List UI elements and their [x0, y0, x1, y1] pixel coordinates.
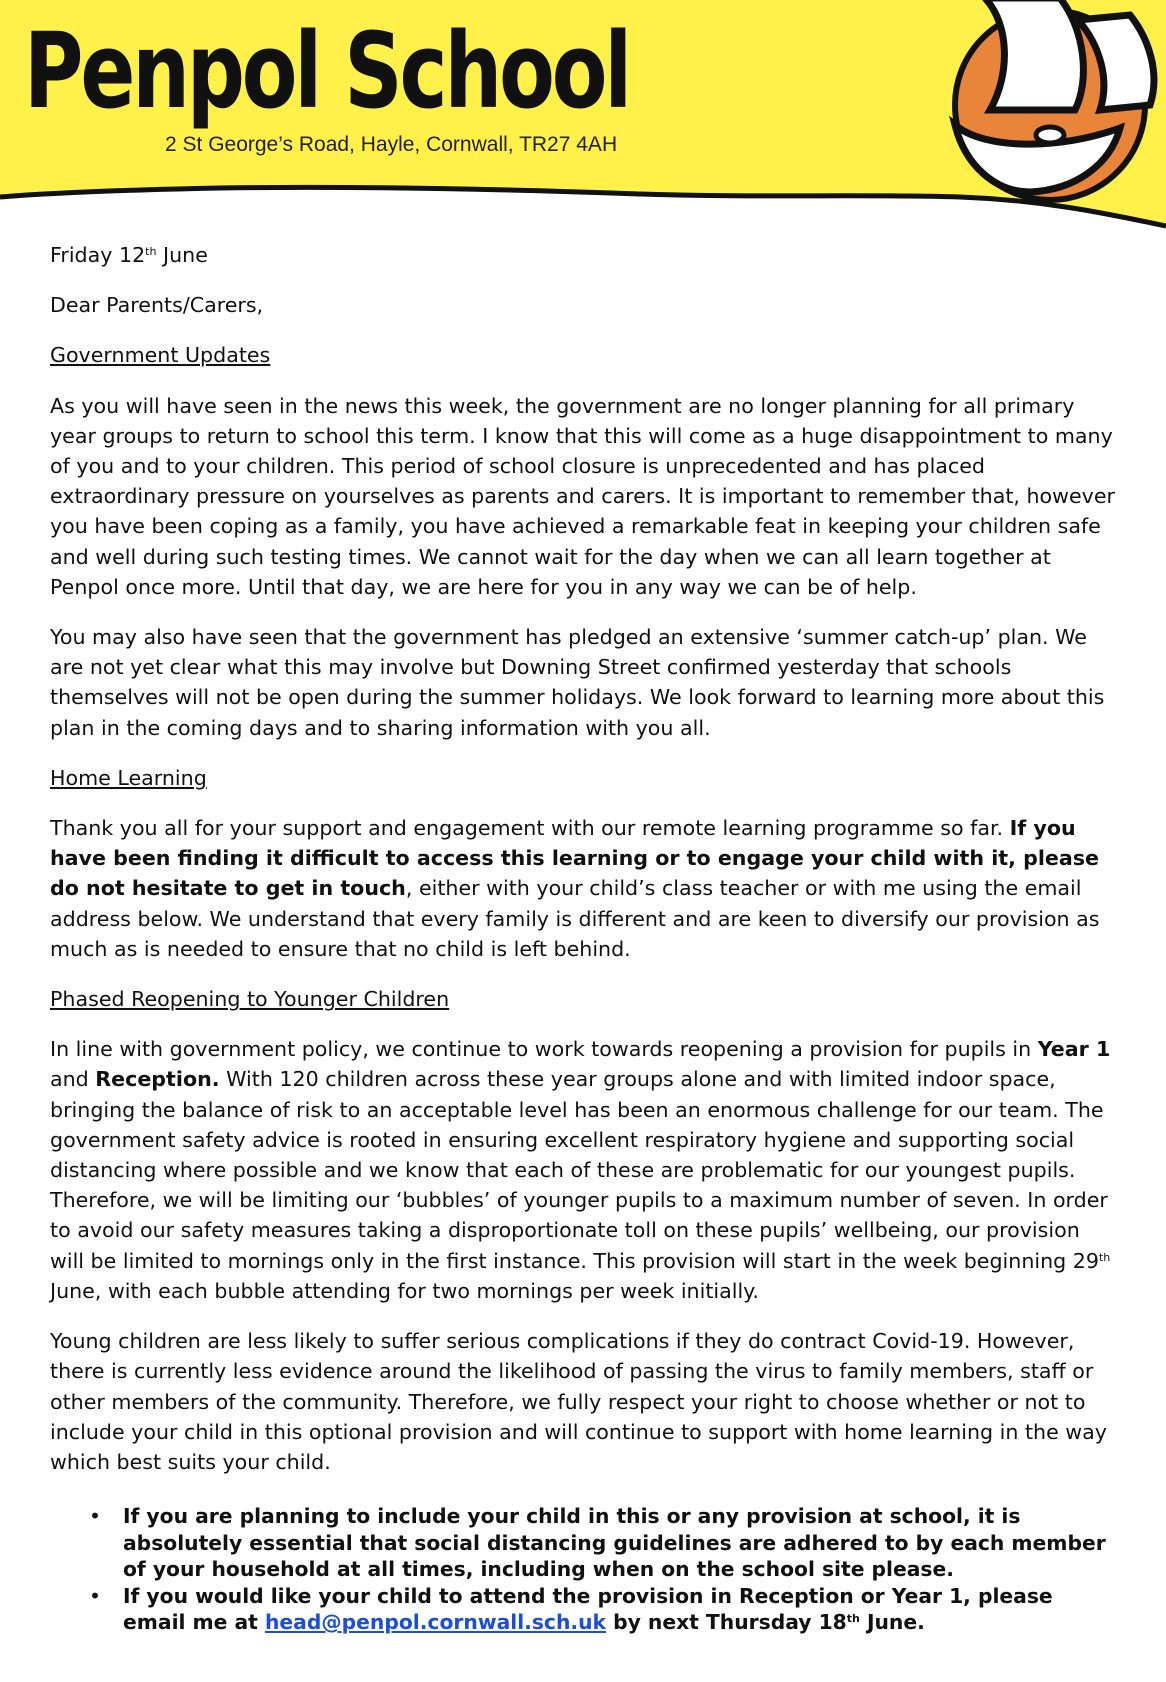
letter-date: Friday 12th June	[50, 243, 208, 267]
paragraph-government-2: You may also have seen that the government has pledged an extensive ‘summer catch-up’ plan. We are not yet clear what this may involve but Downing Street confirmed yesterday that schools themselves will not be open during the summer holidays. We look forward to learning more about this plan in the coming days and to sharing information with you all.	[50, 625, 1105, 740]
letterhead	[0, 0, 1166, 240]
school-name: Penpol School	[24, 10, 630, 132]
heading-home-learning: Home Learning	[50, 765, 207, 790]
heading-government-updates: Government Updates	[50, 343, 271, 368]
bullet-item-email: • If you would like your child to attend the provision in Reception or Year 1, please email me at head@penpol.cornwall.sch.uk by next Thursday 18th June.	[123, 1583, 1120, 1636]
paragraph-government-1: As you will have seen in the news this week, the government are no longer planning for all primary year groups to return to school this term. I know that this will come as a huge disappointment to many of you and to your children. This period of school closure is unprecedented and has placed extraordinary pressure on yourselves as parents and carers. It is important to remember that, however you have been coping as a family, you have achieved a remarkable feat in keeping your children safe and well during such testing times. We cannot wait for the day when we can all learn together at Penpol once more. Until that day, we are here for you in any way we can be of help.	[50, 393, 1115, 599]
salutation: Dear Parents/Carers,	[50, 293, 264, 318]
paragraph-reopening-1: In line with government policy, we continue to work towards reopening a provision for pupils in Year 1 and Reception. With 120 children across these year groups alone and with limited indoor space, bringing the balance of risk to an acceptable level has been an enormous challenge for our team. The government safety advice is rooted in ensuring excellent respiratory hygiene and supporting social distancing where possible and we know that each of these are problematic for our youngest pupils. Therefore, we will be limiting our ‘bubbles’ of younger pupils to a maximum number of seven. In order to avoid our safety measures taking a disproportionate toll on these pupils’ wellbeing, our provision will be limited to mornings only in the first instance. This provision will start in the week beginning 29th June, with each bubble attending for two mornings per week initially.	[50, 1037, 1111, 1303]
bullet-list	[50, 1503, 1120, 1636]
paragraph-home-learning: Thank you all for your support and engagement with our remote learning programme so far. If you have been finding it difficult to access this learning or to engage your child with it, please do not hesitate to get in touch, either with your child’s class teacher or with me using the email address below. We understand that every family is different and are keen to diversify our provision as much as is needed to ensure that no child is left behind.	[50, 816, 1100, 961]
letter-body	[50, 240, 1120, 1636]
school-address: 2 St George’s Road, Hayle, Cornwall, TR27 4AH	[165, 133, 618, 156]
heading-phased-reopening: Phased Reopening to Younger Children	[50, 987, 450, 1012]
bullet-item-distancing: • If you are planning to include your child in this or any provision at school, it is absolutely essential that social distancing guidelines are adhered to by each member of your household at all times, including when on the school site please.	[123, 1503, 1120, 1583]
email-link[interactable]: head@penpol.cornwall.sch.uk	[264, 1610, 607, 1635]
paragraph-reopening-2: Young children are less likely to suffer serious complications if they do contract Covid-19. However, there is currently less evidence around the likelihood of passing the virus to family members, staff or other members of the community. Therefore, we fully respect your right to choose whether or not to include your child in this optional provision and will continue to support with home learning in the way which best suits your child.	[50, 1329, 1107, 1474]
